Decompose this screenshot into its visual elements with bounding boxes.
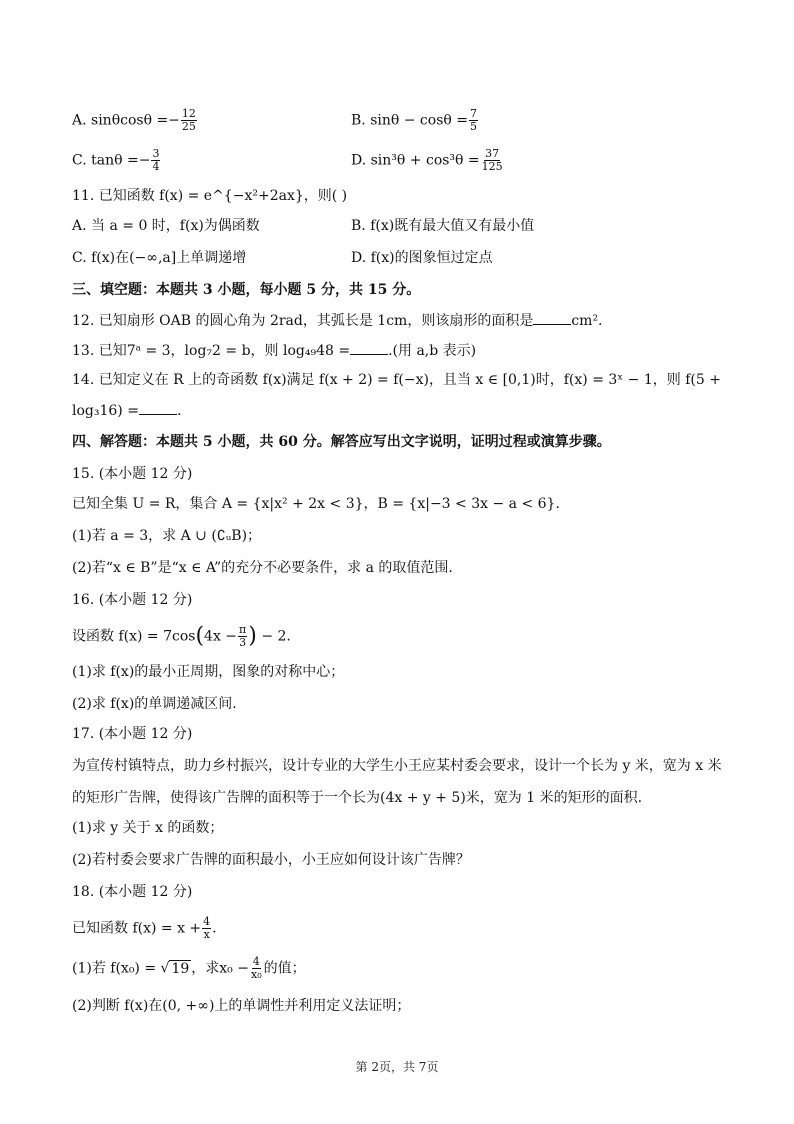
q10-option-c: C. tanθ =− $\frac{3}{4}$: [72, 147, 160, 173]
page-number: 第 2页，共 7页: [355, 1060, 439, 1074]
q14-stem-line2: log₃16) = .: [72, 400, 181, 421]
q18-heading: 18. (本小题 12 分): [72, 884, 193, 900]
q10-option-d: D. sin³θ + cos³θ = $\frac{37}{125}$: [351, 147, 503, 173]
q18-part1: (1)若 f(x₀) = √ 19 ，求x₀ − $\frac{4}{\text{x₀}}$ 的值；: [72, 955, 306, 981]
fraction: $\frac{7}{5}$: [470, 107, 477, 133]
answer-blank: [533, 310, 571, 325]
q11-stem: 11. 已知函数 f(x) = e^{−x²+2ax}，则( ): [72, 188, 348, 204]
q11-option-c: C. f(x)在(−∞,a]上单调递增: [72, 250, 247, 266]
q11-option-b: B. f(x)既有最大值又有最小值: [351, 218, 535, 234]
fraction: $\frac{4}{\text{x₀}}$: [250, 955, 262, 981]
q17-heading: 17. (本小题 12 分): [72, 726, 193, 742]
q10-option-a: A. sinθcosθ =− $\frac{12}{25}$: [72, 107, 196, 133]
q13-stem: 13. 已知7ᵃ = 3，log₇2 = b，则 log₄₉48 = .(用 a,b 表示): [72, 340, 476, 361]
fraction: $\frac{4}{x}$: [203, 915, 211, 941]
q16-heading: 16. (本小题 12 分): [72, 592, 193, 608]
q15-part1: (1)若 a = 3，求 A ∪ (∁ᵤB)；: [72, 528, 262, 544]
q10-option-b: B. sinθ − cosθ = $\frac{7}{5}$: [351, 107, 477, 133]
fraction: $\frac{3}{4}$: [152, 147, 160, 173]
q12-stem: 12. 已知扇形 OAB 的圆心角为 2rad，其弧长是 1cm，则该扇形的面积是 cm².: [72, 310, 603, 331]
q11-option-d: D. f(x)的图象恒过定点: [351, 250, 493, 266]
answer-blank: [139, 400, 177, 415]
q18-stem: 已知函数 f(x) = x + $\frac{4}{x}$ .: [72, 915, 217, 941]
q15-heading: 15. (本小题 12 分): [72, 466, 193, 482]
q15-part2: (2)若“x ∈ B”是“x ∈ A”的充分不必要条件，求 a 的取值范围.: [72, 560, 453, 576]
q17-part1: (1)求 y 关于 x 的函数；: [72, 820, 224, 836]
answer-blank: [350, 340, 388, 355]
fraction: $\frac{37}{125}$: [481, 147, 503, 173]
q16-part2: (2)求 f(x)的单调递减区间.: [72, 696, 237, 712]
q11-option-a: A. 当 a = 0 时，f(x)为偶函数: [72, 218, 260, 234]
fraction: $\frac{12}{25}$: [181, 107, 196, 133]
q17-stem-line2: 的矩形广告牌，使得该广告牌的面积等于一个长为(4x + y + 5)米，宽为 1 米的矩形的面积.: [72, 790, 643, 806]
q17-part2: (2)若村委会要求广告牌的面积最小，小王应如何设计该广告牌？: [72, 852, 470, 868]
q16-stem: 设函数 f(x) = 7cos(4x − $\frac{\pi}{3}$ ) − 2.: [72, 623, 291, 649]
section-heading-solutions: 四、解答题：本题共 5 小题，共 60 分。解答应写出文字说明，证明过程或演算步骤。: [72, 434, 611, 450]
q15-stem: 已知全集 U = R，集合 A = {x|x² + 2x < 3}，B = {x|−3 < 3x − a < 6}.: [72, 496, 560, 512]
q17-stem-line1: 为宣传村镇特点，助力乡村振兴，设计专业的大学生小王应某村委会要求，设计一个长为 y 米，宽为 x 米: [72, 758, 722, 774]
q16-part1: (1)求 f(x)的最小正周期，图象的对称中心；: [72, 664, 345, 680]
section-heading-fill-in: 三、填空题：本题共 3 小题，每小题 5 分，共 15 分。: [72, 282, 421, 298]
fraction: $\frac{\pi}{3}$: [239, 623, 247, 649]
q18-part2: (2)判断 f(x)在(0, +∞)上的单调性并利用定义法证明；: [72, 998, 411, 1014]
q14-stem-line1: 14. 已知定义在 R 上的奇函数 f(x)满足 f(x + 2) = f(−x)，且当 x ∈ [0,1)时，f(x) = 3ˣ − 1，则 f(5 +: [72, 372, 721, 388]
